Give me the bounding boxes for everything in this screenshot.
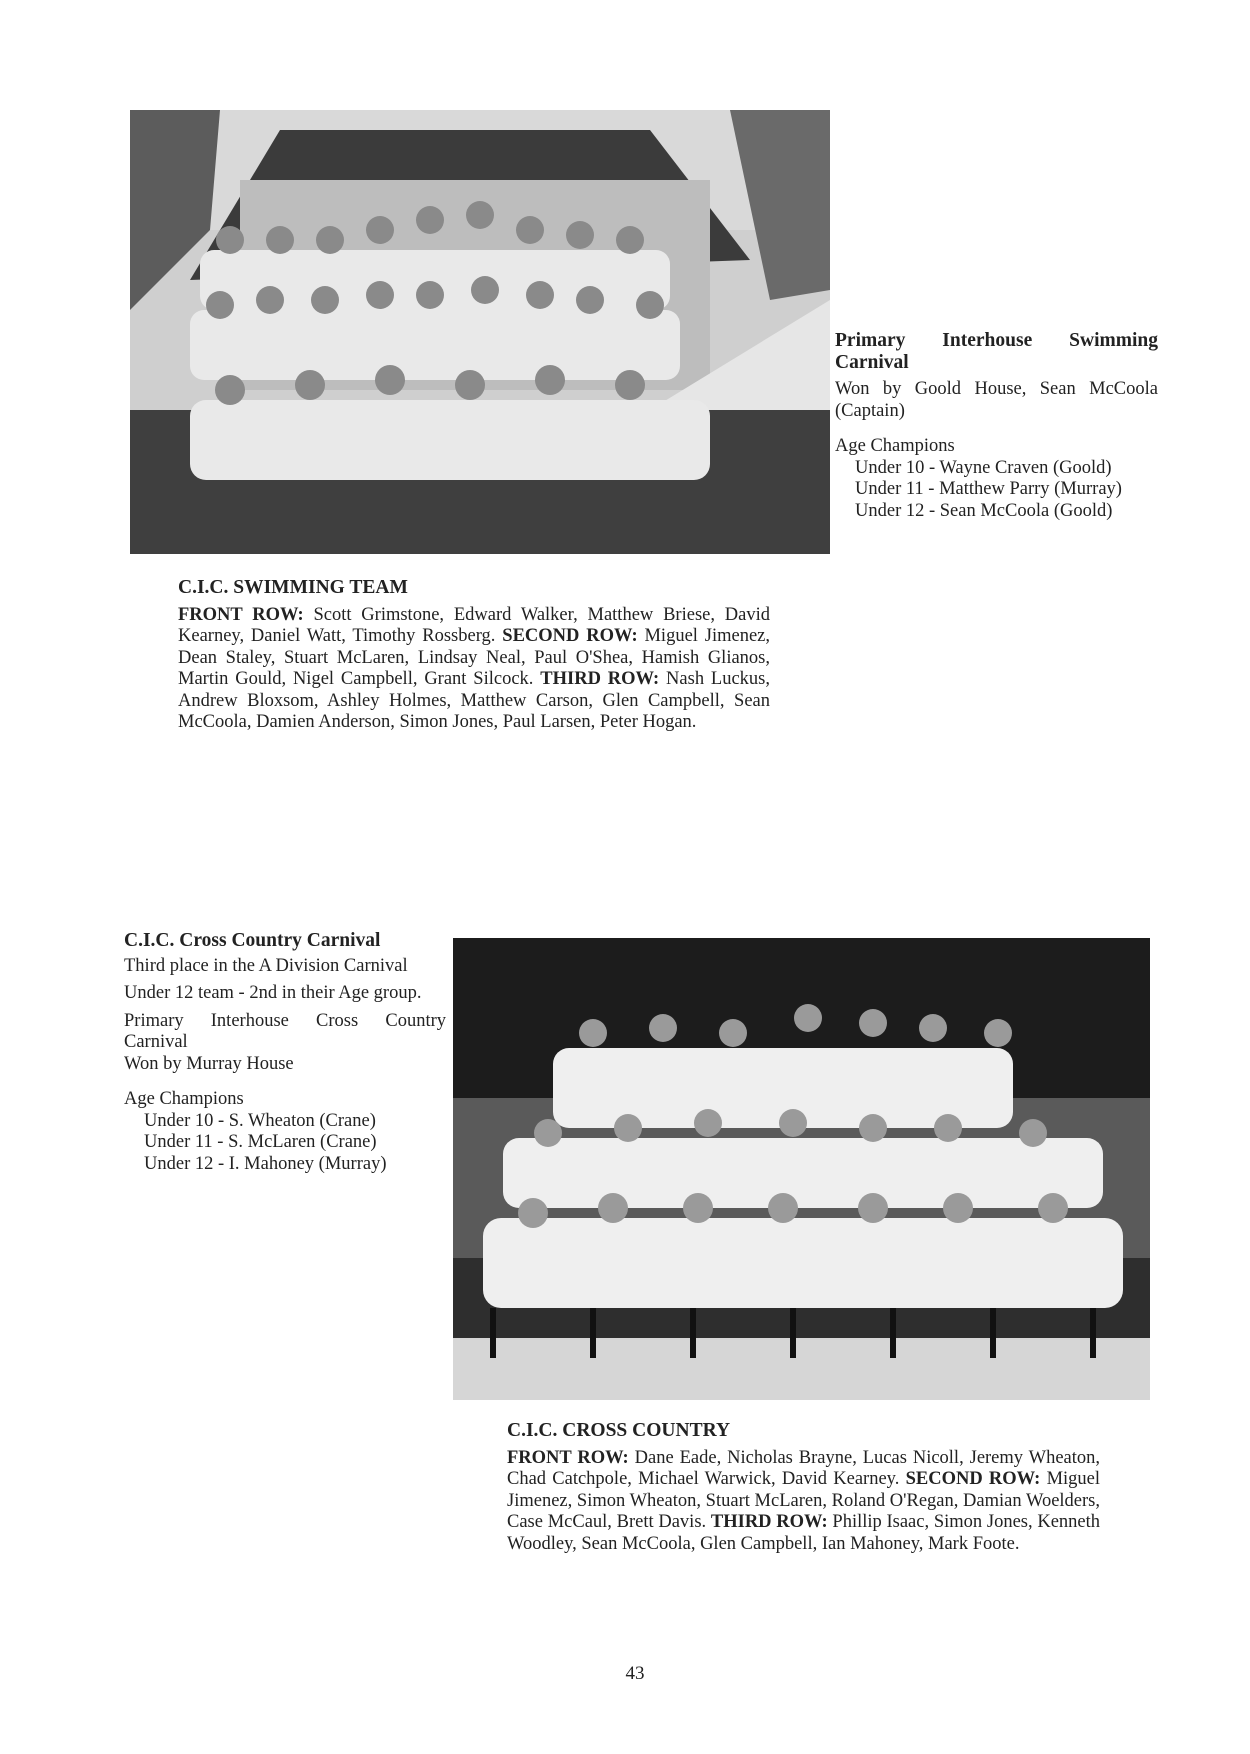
swimming-champions-heading: Age Champions (835, 436, 955, 456)
swimming-champion-u11: Under 11 - Matthew Parry (Murray) (855, 479, 1122, 499)
swimming-third-label: THIRD ROW: (540, 669, 660, 689)
swimming-carnival-block (835, 330, 1158, 522)
cross-country-third-label: THIRD ROW: (710, 1512, 828, 1532)
swimming-champion-u12: Under 12 - Sean McCoola (Goold) (855, 500, 1113, 521)
cross-country-team-photo (453, 938, 1150, 1400)
cross-country-line3: Primary Interhouse Cross Country Carnival (124, 1010, 446, 1052)
swimming-team-names (178, 605, 770, 734)
swimming-front-label: FRONT ROW: (178, 604, 304, 625)
cross-country-champions-heading: Age Champions (124, 1089, 244, 1109)
swimming-team-photo (130, 110, 830, 554)
cross-country-front-label: FRONT ROW: (507, 1447, 629, 1468)
cross-country-team-title: C.I.C. CROSS COUNTRY (507, 1420, 731, 1441)
cross-country-team-names (507, 1448, 1100, 1556)
swimming-team-title: C.I.C. SWIMMING TEAM (178, 577, 408, 598)
cross-country-front-names: Dane Eade, Nicholas Brayne, Lucas Nicoll, Jeremy Wheaton, Chad Catchpole, Michael Warwick, David Kearney. (507, 1447, 1101, 1489)
swimming-front-names: Scott Grimstone, Edward Walker, Matthew Briese, David Kearney, Daniel Watt, Timothy Rossberg. (178, 604, 771, 646)
cross-country-carnival-title: C.I.C. Cross Country Carnival (124, 930, 381, 951)
cross-country-line4: Won by Murray House (124, 1053, 294, 1074)
swimming-carnival-result: Won by Goold House, Sean McCoola (Captain) (835, 379, 1158, 421)
cross-country-champion-u11: Under 11 - S. McLaren (Crane) (144, 1132, 377, 1152)
cross-country-line1: Third place in the A Division Carnival (124, 955, 408, 976)
cross-country-line2: Under 12 team - 2nd in their Age group. (124, 983, 422, 1003)
swimming-second-label: SECOND ROW: (502, 626, 638, 646)
cross-country-second-names: Miguel Jimenez, Simon Wheaton, Stuart McLaren, Roland O'Regan, Damian Woelders, Case McCaul, Brett Davis. (507, 1469, 1101, 1532)
swimming-team-caption (178, 577, 770, 734)
swimming-third-names: Nash Luckus, Andrew Bloxsom, Ashley Holmes, Matthew Carson, Glen Campbell, Sean McCoola, Damien Anderson, Simon Jones, Paul Larsen, Peter Hogan. (178, 669, 771, 732)
cross-country-third-names: Phillip Isaac, Simon Jones, Kenneth Woodley, Sean McCoola, Glen Campbell, Ian Mahoney, Mark Foote. (507, 1512, 1101, 1554)
swimming-carnival-title: Primary Interhouse Swimming Carnival (835, 330, 1158, 373)
cross-country-carnival-block (124, 930, 446, 1175)
cross-country-second-label: SECOND ROW: (905, 1469, 1041, 1489)
cross-country-champion-u12: Under 12 - I. Mahoney (Murray) (144, 1153, 387, 1174)
swimming-second-names: Miguel Jimenez, Dean Staley, Stuart McLaren, Lindsay Neal, Paul O'Shea, Hamish Glianos, Martin Gould, Nigel Campbell, Grant Silcock. (178, 626, 771, 689)
swimming-champion-u10: Under 10 - Wayne Craven (Goold) (855, 457, 1112, 478)
cross-country-champion-u10: Under 10 - S. Wheaton (Crane) (144, 1110, 376, 1131)
cross-country-team-caption (507, 1420, 1100, 1555)
page-number: 43 (625, 1663, 645, 1684)
